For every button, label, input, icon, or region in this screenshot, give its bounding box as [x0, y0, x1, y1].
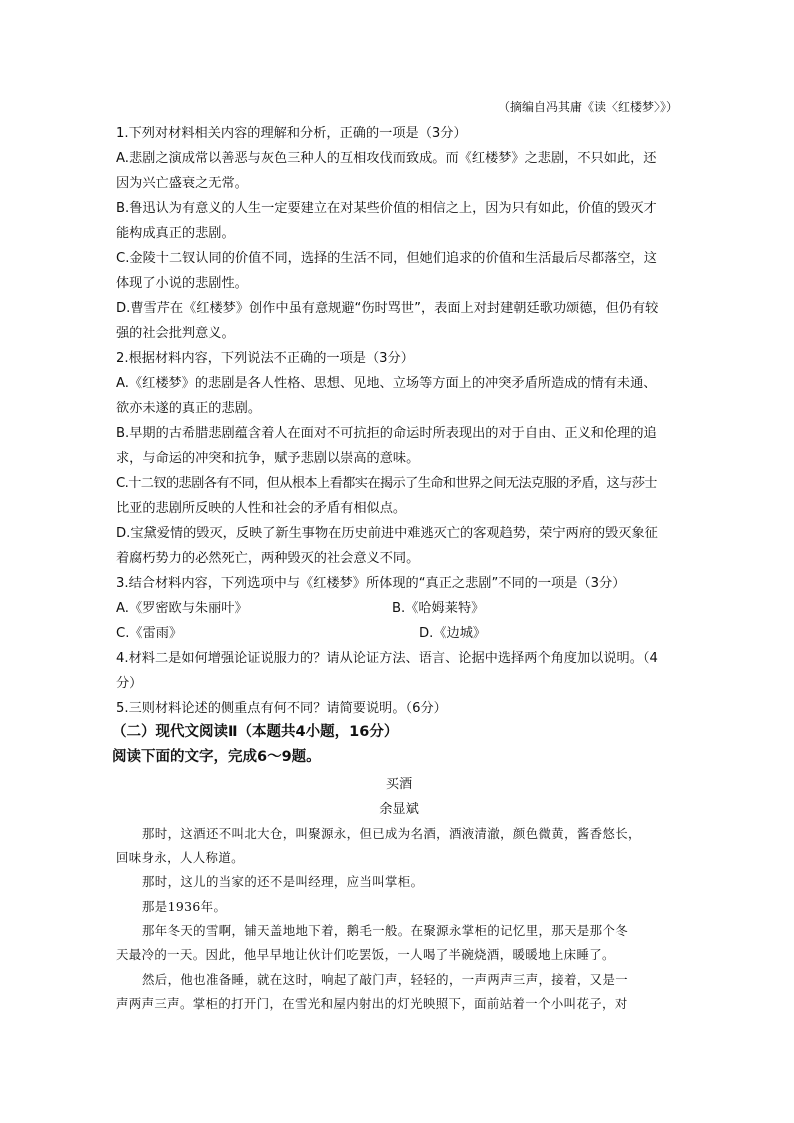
story-title: 买酒: [385, 777, 413, 792]
story-paragraph-2: 那时，这儿的当家的还不是叫经理，应当叫掌柜。: [142, 874, 424, 889]
story-author: 余显斌: [379, 802, 419, 817]
story-paragraph-5-line1: 然后，他也准备睡，就在这时，响起了敲门声，轻轻的，一声两声三声，接着，又是一: [142, 972, 629, 987]
q2-option-c-line1: C.十二钗的悲剧各有不同，但从根本上看都实在揭示了生命和世界之间无法克服的矛盾，这与莎士: [116, 476, 657, 491]
question-2-stem: 2.根据材料内容，下列说法不正确的一项是（3分）: [116, 351, 414, 366]
story-paragraph-1-line2: 回味身永，人人称道。: [116, 850, 244, 865]
source-note: （摘编自冯其庸《读〈红楼梦〉》）: [497, 100, 678, 114]
story-paragraph-3: 那是1936年。: [142, 899, 227, 914]
q2-option-c-line2: 比亚的悲剧所反映的人性和社会的矛盾有相似点。: [116, 501, 407, 516]
story-paragraph-4-line1: 那年冬天的雪啊，铺天盖地地下着，鹅毛一般。在聚源永掌柜的记忆里，那天是那个冬: [142, 923, 629, 938]
q2-option-b-line1: B.早期的古希腊悲剧蕴含着人在面对不可抗拒的命运时所表现出的对于自由、正义和伦理的追: [116, 426, 657, 441]
q1-option-d-line2: 强的社会批判意义。: [116, 326, 235, 341]
q2-option-d-line2: 着腐朽势力的必然死亡，两种毁灭的社会意义不同。: [116, 551, 420, 566]
story-paragraph-5-line2: 声两声三声。掌柜的打开门，在雪光和屋内射出的灯光映照下，面前站着一个小叫花子，对: [116, 996, 628, 1011]
q1-option-c-line2: 体现了小说的悲剧性。: [116, 276, 248, 291]
question-3-stem: 3.结合材料内容，下列选项中与《红楼梦》所体现的“真正之悲剧”不同的一项是（3分）: [116, 576, 626, 591]
question-4-line1: 4.材料二是如何增强论证说服力的？请从论证方法、语言、论据中选择两个角度加以说明。（4: [116, 651, 658, 666]
q3-option-b: B.《哈姆莱特》: [392, 601, 485, 616]
q2-option-a-line2: 欲亦未遂的真正的悲剧。: [116, 401, 262, 416]
q1-option-b-line1: B.鲁迅认为有意义的人生一定要建立在对某些价值的相信之上，因为只有如此，价值的毁灭才: [116, 201, 657, 216]
q2-option-a-line1: A.《红楼梦》的悲剧是各人性格、思想、见地、立场等方面上的冲突矛盾所造成的情有未通、: [116, 376, 657, 391]
q1-option-a-line2: 因为兴亡盛衰之无常。: [116, 176, 248, 191]
q3-option-a: A.《罗密欧与朱丽叶》: [116, 601, 248, 616]
section-instruction: 阅读下面的文字，完成6～9题。: [112, 749, 321, 765]
question-5: 5.三则材料论述的侧重点有何不同？请简要说明。（6分）: [116, 701, 447, 716]
q1-option-c-line1: C.金陵十二钗认同的价值不同，选择的生活不同，但她们追求的价值和生活最后尽都落空，这: [116, 251, 657, 266]
q3-option-c: C.《雷雨》: [116, 626, 183, 641]
story-paragraph-4-line2: 天最冷的一天。因此，他早早地让伙计们吃罢饭，一人喝了半碗烧酒，暖暖地上床睡了。: [116, 947, 615, 962]
q3-option-d: D.《边城》: [419, 626, 487, 641]
q1-option-b-line2: 能构成真正的悲剧。: [116, 226, 235, 241]
q2-option-b-line2: 求，与命运的冲突和抗争，赋予悲剧以崇高的意味。: [116, 451, 420, 466]
section-heading: （二）现代文阅读Ⅱ（本题共4小题，16分）: [112, 724, 399, 740]
q2-option-d-line1: D.宝黛爱情的毁灭，反映了新生事物在历史前进中难逃灭亡的客观趋势，荣宁两府的毁灭象征: [116, 526, 658, 541]
q1-option-d-line1: D.曹雪芹在《红楼梦》创作中虽有意规避“伤时骂世”，表面上对封建朝廷歌功颂德，但仍有较: [116, 301, 659, 316]
story-paragraph-1-line1: 那时，这酒还不叫北大仓，叫聚源永，但已成为名酒，酒液清澈，颜色微黄，酱香悠长，: [142, 826, 641, 841]
q1-option-a-line1: A.悲剧之演成常以善恶与灰色三种人的互相攻伐而致成。而《红楼梦》之悲剧，不只如此，还: [116, 151, 657, 166]
question-4-line2: 分）: [116, 676, 143, 691]
question-1-stem: 1.下列对材料相关内容的理解和分析，正确的一项是（3分）: [116, 126, 467, 141]
